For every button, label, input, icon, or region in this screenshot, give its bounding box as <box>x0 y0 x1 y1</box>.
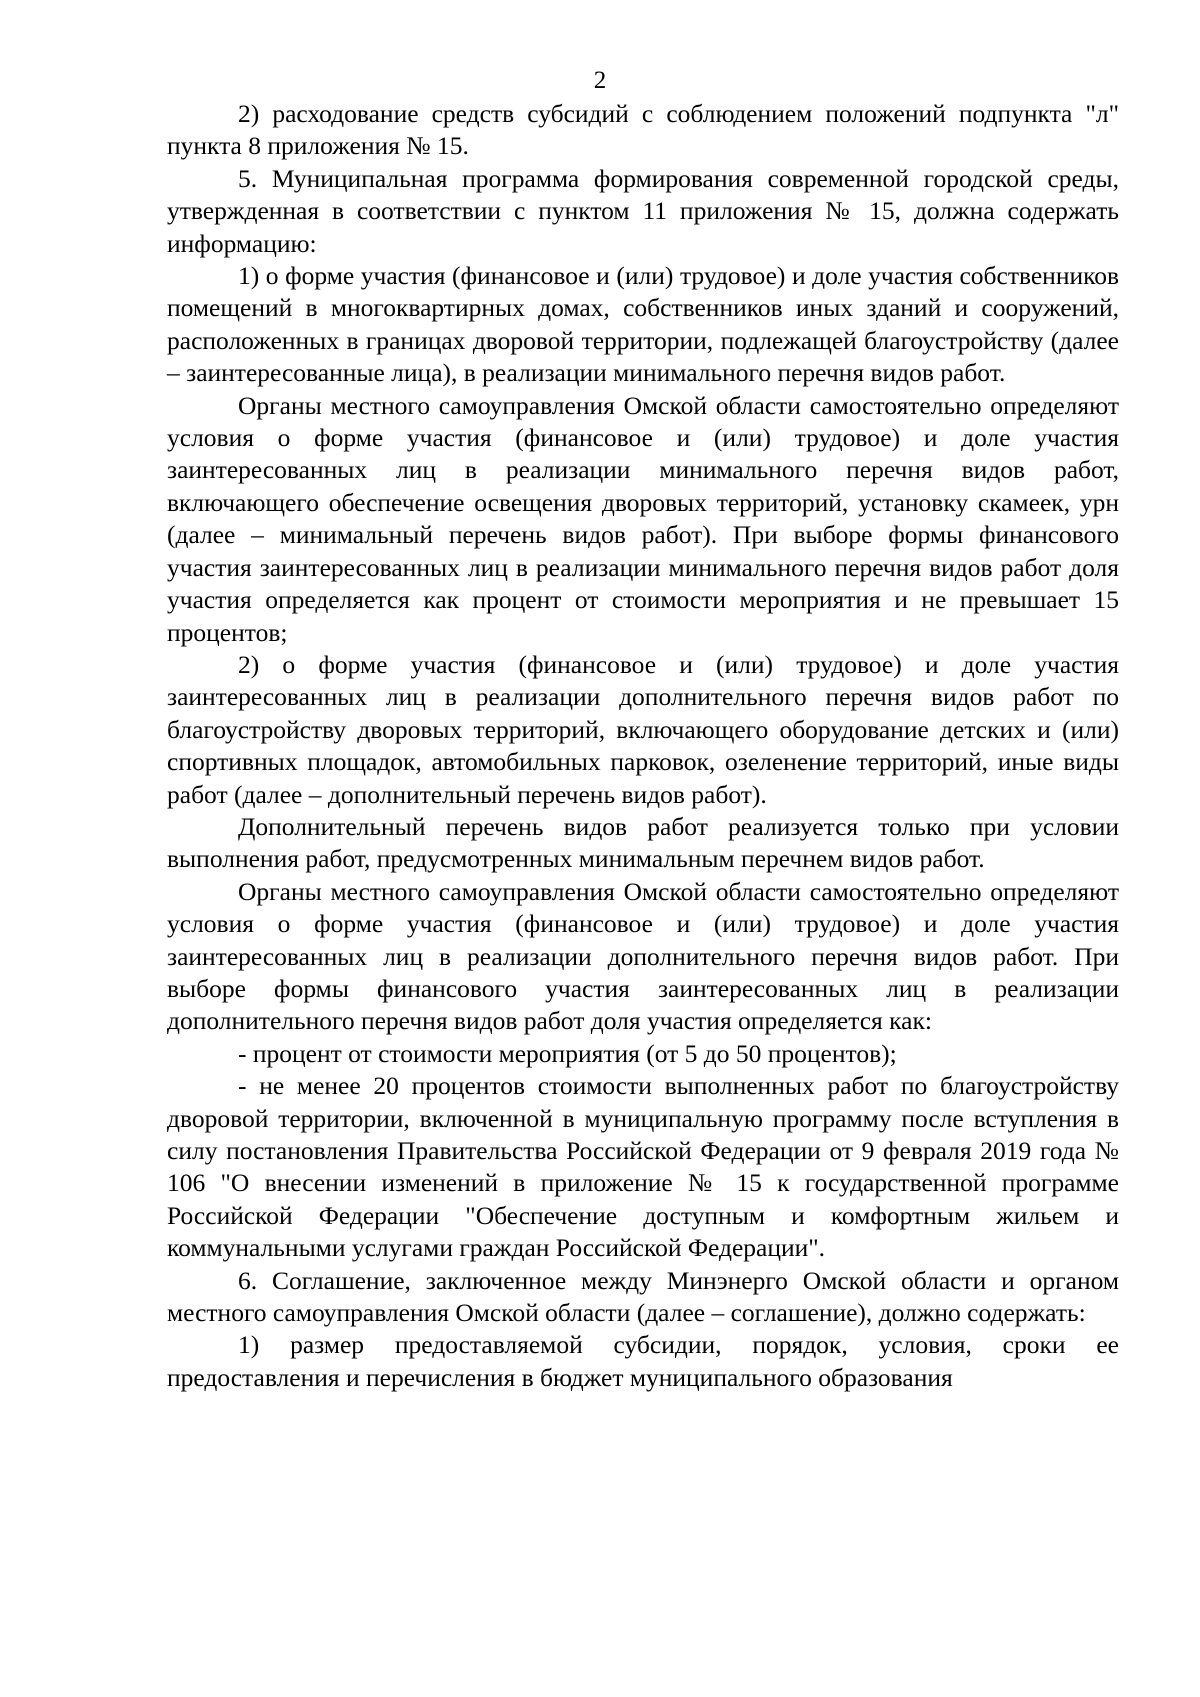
paragraph-subsidy-spending: 2) расходование средств субсидий с соблюдением положений подпункта "л" пункта 8 приложения № 15. <box>167 99 1119 161</box>
paragraph-section-5-item-2: 2) о форме участия (финансовое и (или) трудовое) и доле участия заинтересованных лиц в реализации дополнительного перечня видов работ по благоустройству дворовых территорий, включающего оборудование детских и (или) спортивных площадок, автомобильных парковок, озеленение территорий, иные виды работ (далее – дополнительный перечень видов работ). <box>167 649 1119 809</box>
document-body <box>167 98 1119 1394</box>
list-item-not-less-than-20-percent: - не менее 20 процентов стоимости выполненных работ по благоустройству дворовой территории, включенной в муниципальную программу после вступления в силу постановления Правительства Российской Федерации от 9 февраля 2019 года № 106 "О внесении изменений в приложение № 15 к государственной программе Российской Федерации "Обеспечение доступным и комфортным жильем и коммунальными услугами граждан Российской Федерации". <box>167 1071 1119 1263</box>
paragraph-additional-list-participation: Органы местного самоуправления Омской области самостоятельно определяют условия о форме участия (финансовое и (или) трудовое) и доле участия заинтересованных лиц в реализации дополнительного перечня видов работ. При выборе формы финансового участия заинтересованных лиц в реализации дополнительного перечня видов работ доля участия определяется как: <box>167 876 1119 1036</box>
page-number: 2 <box>593 67 607 94</box>
paragraph-section-5-item-1: 1) о форме участия (финансовое и (или) трудовое) и доле участия собственников помещений в многоквартирных домах, собственников иных зданий и сооружений, расположенных в границах дворовой территории, подлежащей благоустройству (далее – заинтересованные лица), в реализации минимального перечня видов работ. <box>167 261 1119 388</box>
paragraph-section-6: 6. Соглашение, заключенное между Минэнерго Омской области и органом местного самоуправления Омской области (далее – соглашение), должно содержать: <box>167 1265 1119 1328</box>
list-item-percent-of-cost: - процент от стоимости мероприятия (от 5 до 50 процентов); <box>238 1038 897 1068</box>
paragraph-minimal-list-participation: Органы местного самоуправления Омской области самостоятельно определяют условия о форме участия (финансовое и (или) трудовое) и доле участия заинтересованных лиц в реализации минимального перечня видов работ, включающего обеспечение освещения дворовых территорий, установку скамеек, урн (далее – минимальный перечень видов работ). При выборе формы финансового участия заинтересованных лиц в реализации минимального перечня видов работ доля участия определяется как процент от стоимости мероприятия и не превышает 15 процентов; <box>167 390 1119 647</box>
paragraph-additional-list-condition: Дополнительный перечень видов работ реализуется только при условии выполнения работ, предусмотренных минимальным перечнем видов работ. <box>167 811 1119 874</box>
paragraph-section-5: 5. Муниципальная программа формирования современной городской среды, утвержденная в соответствии с пунктом 11 приложения № 15, должна содержать информацию: <box>167 163 1119 258</box>
paragraph-section-6-item-1: 1) размер предоставляемой субсидии, порядок, условия, сроки ее предоставления и перечисления в бюджет муниципального образования <box>167 1330 1119 1392</box>
